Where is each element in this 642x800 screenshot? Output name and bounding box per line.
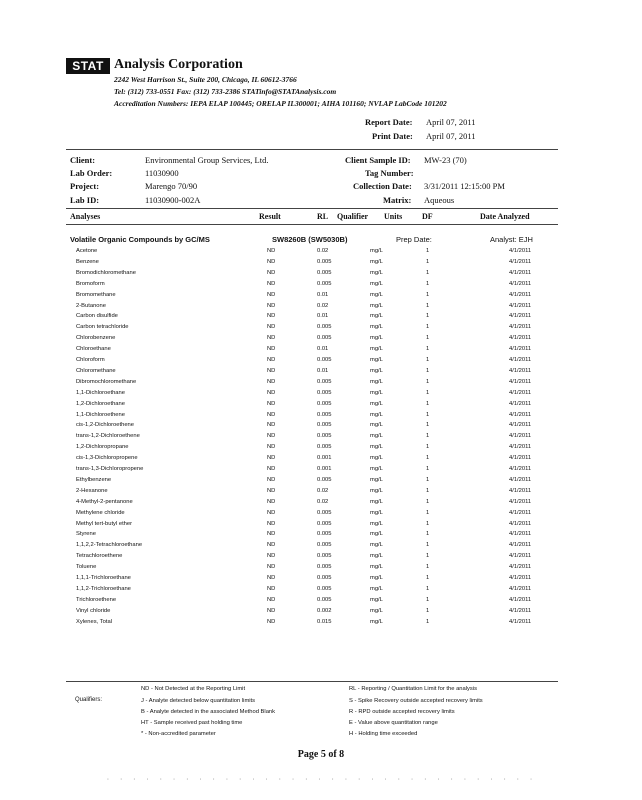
- row-rl: 0.005: [317, 422, 332, 429]
- row-units: mg/L: [370, 313, 383, 320]
- row-units: mg/L: [370, 411, 383, 418]
- row-rl: 0.005: [317, 258, 332, 265]
- row-result: ND: [267, 509, 276, 516]
- row-df: 1: [426, 553, 430, 560]
- legend-left-2: J - Analyte detected below quantitation limits: [141, 698, 256, 704]
- row-units: mg/L: [370, 367, 383, 374]
- row-rl: 0.01: [317, 346, 329, 353]
- stat-logo: STAT: [66, 58, 110, 74]
- row-units: mg/L: [370, 498, 383, 505]
- table-row: [0, 292, 642, 303]
- row-df: 1: [426, 389, 430, 396]
- table-row: [0, 499, 642, 510]
- col-df: DF: [422, 212, 433, 221]
- col-result: Result: [259, 212, 281, 221]
- row-df: 1: [426, 378, 430, 385]
- row-result: ND: [267, 607, 276, 614]
- row-analyte: Carbon disulfide: [76, 313, 118, 320]
- row-date: 4/1/2011: [509, 389, 532, 396]
- row-units: mg/L: [370, 564, 383, 571]
- table-row: [0, 619, 642, 630]
- row-units: mg/L: [370, 291, 383, 298]
- row-units: mg/L: [370, 455, 383, 462]
- row-units: mg/L: [370, 389, 383, 396]
- row-result: ND: [267, 269, 276, 276]
- row-units: mg/L: [370, 520, 383, 527]
- row-date: 4/1/2011: [509, 269, 532, 276]
- table-row: [0, 466, 642, 477]
- row-units: mg/L: [370, 575, 383, 581]
- row-analyte: 1,1,2-Trichloroethane: [76, 585, 131, 592]
- row-date: 4/1/2011: [509, 444, 532, 451]
- col-units: Units: [384, 212, 403, 221]
- client-label: Client:: [70, 155, 96, 165]
- row-result: ND: [267, 280, 276, 287]
- row-analyte: Benzene: [76, 258, 99, 265]
- row-rl: 0.005: [317, 269, 332, 276]
- row-result: ND: [267, 564, 276, 571]
- row-date: 4/1/2011: [509, 596, 532, 603]
- row-df: 1: [426, 596, 430, 603]
- row-rl: 0.005: [317, 542, 332, 549]
- row-date: 4/1/2011: [509, 258, 532, 265]
- row-rl: 0.005: [317, 476, 332, 483]
- row-analyte: 1,1,1-Trichloroethane: [76, 575, 131, 581]
- row-rl: 0.015: [317, 618, 332, 625]
- row-df: 1: [426, 509, 430, 516]
- row-units: mg/L: [370, 335, 383, 342]
- legend-right-1: RL - Reporting / Quantitation Limit for the analysis: [349, 686, 478, 692]
- row-date: 4/1/2011: [509, 324, 532, 331]
- row-df: 1: [426, 400, 430, 407]
- print-date-value: April 07, 2011: [426, 131, 476, 141]
- row-df: 1: [426, 411, 430, 418]
- row-analyte: Chloromethane: [76, 367, 116, 374]
- row-result: ND: [267, 389, 276, 396]
- table-row: [0, 553, 642, 564]
- table-row: [0, 477, 642, 488]
- row-date: 4/1/2011: [509, 400, 532, 407]
- table-row: [0, 248, 642, 259]
- row-date: 4/1/2011: [509, 367, 532, 374]
- project-label: Project:: [70, 181, 100, 191]
- row-analyte: Tetrachloroethene: [76, 553, 123, 560]
- row-date: 4/1/2011: [509, 433, 532, 440]
- col-date-analyzed: Date Analyzed: [480, 212, 530, 221]
- row-result: ND: [267, 520, 276, 527]
- row-result: ND: [267, 542, 276, 549]
- row-result: ND: [267, 335, 276, 342]
- row-rl: 0.02: [317, 487, 329, 494]
- row-date: 4/1/2011: [509, 346, 532, 353]
- row-df: 1: [426, 542, 430, 549]
- row-analyte: 1,1,2,2-Tetrachloroethane: [76, 542, 143, 549]
- row-rl: 0.005: [317, 324, 332, 331]
- row-df: 1: [426, 357, 430, 363]
- row-units: mg/L: [370, 357, 383, 363]
- row-analyte: Toluene: [76, 564, 97, 571]
- accreditation-numbers: Accreditation Numbers: IEPA ELAP 100445; ORELAP IL300001; AIHA 101160; NVLAP LabCode 101202: [114, 99, 447, 108]
- table-row: [0, 368, 642, 379]
- row-rl: 0.005: [317, 389, 332, 396]
- row-rl: 0.02: [317, 248, 329, 254]
- client-value: Environmental Group Services, Ltd.: [145, 155, 269, 165]
- row-df: 1: [426, 575, 430, 581]
- row-date: 4/1/2011: [509, 302, 532, 309]
- collection-date-label: Collection Date:: [353, 181, 412, 191]
- qualifiers-label: Qualifiers:: [75, 697, 103, 703]
- table-row: [0, 259, 642, 270]
- row-df: 1: [426, 280, 430, 287]
- row-date: 4/1/2011: [509, 585, 532, 592]
- row-date: 4/1/2011: [509, 357, 532, 363]
- row-analyte: Acetone: [76, 248, 98, 254]
- row-rl: 0.005: [317, 564, 332, 571]
- row-date: 4/1/2011: [509, 498, 532, 505]
- col-qualifier: Qualifier: [337, 212, 369, 221]
- row-analyte: 2-Hexanone: [76, 487, 108, 494]
- row-date: 4/1/2011: [509, 280, 532, 287]
- row-result: ND: [267, 466, 276, 472]
- table-row: [0, 270, 642, 281]
- row-result: ND: [267, 618, 276, 625]
- row-result: ND: [267, 433, 276, 440]
- row-date: 4/1/2011: [509, 313, 532, 320]
- row-units: mg/L: [370, 433, 383, 440]
- company-name: Analysis Corporation: [114, 57, 243, 72]
- legend-right-4: E - Value above quantitation range: [349, 720, 438, 726]
- row-analyte: cis-1,3-Dichloropropene: [76, 455, 138, 462]
- table-row: [0, 521, 642, 532]
- row-analyte: Chloroethane: [76, 346, 111, 353]
- row-analyte: Xylenes, Total: [76, 618, 112, 625]
- row-result: ND: [267, 553, 276, 560]
- row-date: 4/1/2011: [509, 487, 532, 494]
- row-df: 1: [426, 433, 430, 440]
- row-units: mg/L: [370, 553, 383, 560]
- row-units: mg/L: [370, 422, 383, 429]
- table-row: [0, 412, 642, 423]
- company-address: 2242 West Harrison St., Suite 200, Chicago, IL 60612-3766: [114, 75, 297, 84]
- row-result: ND: [267, 291, 276, 298]
- row-analyte: Bromomethane: [76, 291, 116, 298]
- table-row: [0, 597, 642, 608]
- row-df: 1: [426, 367, 430, 374]
- row-df: 1: [426, 346, 430, 353]
- row-units: mg/L: [370, 280, 383, 287]
- report-date-value: April 07, 2011: [426, 117, 476, 127]
- row-analyte: Trichloroethene: [76, 596, 117, 603]
- row-units: mg/L: [370, 346, 383, 353]
- prep-date-label: Prep Date:: [396, 235, 432, 244]
- row-date: 4/1/2011: [509, 542, 532, 549]
- row-units: mg/L: [370, 378, 383, 385]
- row-units: mg/L: [370, 596, 383, 603]
- row-units: mg/L: [370, 444, 383, 451]
- row-analyte: Ethylbenzene: [76, 476, 112, 483]
- row-date: 4/1/2011: [509, 531, 532, 538]
- lab-id-label: Lab ID:: [70, 195, 100, 205]
- row-date: 4/1/2011: [509, 378, 532, 385]
- table-row: [0, 346, 642, 357]
- row-result: ND: [267, 411, 276, 418]
- table-row: [0, 575, 642, 586]
- table-row: [0, 586, 642, 597]
- row-result: ND: [267, 531, 276, 538]
- row-df: 1: [426, 291, 430, 298]
- table-row: [0, 335, 642, 346]
- table-row: [0, 401, 642, 412]
- row-df: 1: [426, 269, 430, 276]
- row-rl: 0.005: [317, 280, 332, 287]
- row-rl: 0.005: [317, 433, 332, 440]
- row-date: 4/1/2011: [509, 509, 532, 516]
- row-df: 1: [426, 313, 430, 320]
- row-analyte: Vinyl chloride: [76, 607, 111, 614]
- row-units: mg/L: [370, 269, 383, 276]
- row-analyte: 1,1-Dichloroethane: [76, 389, 125, 396]
- row-df: 1: [426, 258, 430, 265]
- row-df: 1: [426, 455, 430, 462]
- report-date-label: Report Date:: [365, 117, 413, 127]
- col-analyses: Analyses: [70, 212, 101, 221]
- row-date: 4/1/2011: [509, 618, 532, 625]
- row-date: 4/1/2011: [509, 575, 532, 581]
- matrix-label: Matrix:: [383, 195, 412, 205]
- row-result: ND: [267, 575, 276, 581]
- row-result: ND: [267, 357, 276, 363]
- legend-right-2: S - Spike Recovery outside accepted recovery limits: [349, 698, 483, 704]
- row-units: mg/L: [370, 618, 383, 625]
- row-units: mg/L: [370, 324, 383, 331]
- table-row: [0, 313, 642, 324]
- row-rl: 0.02: [317, 302, 329, 309]
- row-rl: 0.002: [317, 607, 332, 614]
- print-date-label: Print Date:: [372, 131, 413, 141]
- row-df: 1: [426, 302, 430, 309]
- row-df: 1: [426, 476, 430, 483]
- legend-divider: [66, 681, 558, 682]
- legend-left-4: HT - Sample received past holding time: [141, 720, 243, 726]
- row-rl: 0.005: [317, 400, 332, 407]
- tag-number-label: Tag Number:: [365, 168, 414, 178]
- row-date: 4/1/2011: [509, 466, 532, 472]
- row-rl: 0.01: [317, 291, 329, 298]
- row-rl: 0.001: [317, 466, 332, 472]
- row-rl: 0.01: [317, 367, 329, 374]
- row-analyte: trans-1,3-Dichloropropene: [76, 466, 144, 472]
- row-result: ND: [267, 313, 276, 320]
- row-date: 4/1/2011: [509, 248, 532, 254]
- table-row: [0, 422, 642, 433]
- row-date: 4/1/2011: [509, 455, 532, 462]
- row-analyte: Methyl tert-butyl ether: [76, 520, 133, 527]
- page-number: Page 5 of 8: [297, 749, 345, 760]
- row-df: 1: [426, 564, 430, 571]
- table-row: [0, 390, 642, 401]
- row-units: mg/L: [370, 607, 383, 614]
- row-result: ND: [267, 422, 276, 429]
- row-df: 1: [426, 335, 430, 342]
- client-sample-id-label: Client Sample ID:: [345, 155, 411, 165]
- row-analyte: Methylene chloride: [76, 509, 125, 516]
- header-divider: [66, 149, 558, 150]
- row-result: ND: [267, 400, 276, 407]
- row-result: ND: [267, 346, 276, 353]
- col-rl: RL: [317, 212, 329, 221]
- row-result: ND: [267, 378, 276, 385]
- row-date: 4/1/2011: [509, 520, 532, 527]
- row-date: 4/1/2011: [509, 564, 532, 571]
- legend-left-5: * - Non-accredited parameter: [141, 731, 216, 737]
- section-title: Volatile Organic Compounds by GC/MS: [70, 235, 210, 244]
- row-analyte: cis-1,2-Dichloroethene: [76, 422, 134, 429]
- row-result: ND: [267, 367, 276, 374]
- client-sample-id-value: MW-23 (70): [424, 155, 467, 165]
- legend-left-1: ND - Not Detected at the Reporting Limit: [141, 686, 246, 692]
- row-rl: 0.005: [317, 509, 332, 516]
- row-result: ND: [267, 455, 276, 462]
- scan-edge-dots: · · · · · · · · · · · · · · · · · · · · · · · · · · · · · · · · ·: [106, 776, 536, 783]
- row-result: ND: [267, 476, 276, 483]
- row-result: ND: [267, 498, 276, 505]
- row-units: mg/L: [370, 476, 383, 483]
- row-df: 1: [426, 618, 430, 625]
- row-df: 1: [426, 422, 430, 429]
- row-rl: 0.005: [317, 444, 332, 451]
- column-header-divider: [66, 224, 558, 225]
- row-units: mg/L: [370, 585, 383, 592]
- row-analyte: 4-Methyl-2-pentanone: [76, 498, 133, 505]
- table-row: [0, 455, 642, 466]
- table-row: [0, 303, 642, 314]
- row-units: mg/L: [370, 509, 383, 516]
- row-rl: 0.005: [317, 585, 332, 592]
- row-df: 1: [426, 324, 430, 331]
- row-rl: 0.005: [317, 531, 332, 538]
- row-units: mg/L: [370, 531, 383, 538]
- table-row: [0, 510, 642, 521]
- row-date: 4/1/2011: [509, 476, 532, 483]
- row-analyte: Bromodichloromethane: [76, 269, 136, 276]
- row-result: ND: [267, 444, 276, 451]
- row-rl: 0.005: [317, 411, 332, 418]
- table-row: [0, 324, 642, 335]
- row-analyte: 2-Butanone: [76, 302, 106, 309]
- row-result: ND: [267, 585, 276, 592]
- row-units: mg/L: [370, 400, 383, 407]
- row-analyte: Dibromochloromethane: [76, 378, 137, 385]
- lab-order-value: 11030900: [145, 168, 179, 178]
- row-analyte: 1,1-Dichloroethene: [76, 411, 125, 418]
- row-df: 1: [426, 487, 430, 494]
- project-value: Marengo 70/90: [145, 181, 198, 191]
- row-rl: 0.005: [317, 335, 332, 342]
- row-df: 1: [426, 585, 430, 592]
- row-units: mg/L: [370, 466, 383, 472]
- row-date: 4/1/2011: [509, 411, 532, 418]
- row-analyte: 1,2-Dichloroethane: [76, 400, 125, 407]
- row-result: ND: [267, 248, 276, 254]
- row-rl: 0.001: [317, 455, 332, 462]
- lab-order-label: Lab Order:: [70, 168, 113, 178]
- company-contact: Tel: (312) 733-0551 Fax: (312) 733-2386 STATinfo@STATAnalysis.com: [114, 87, 337, 96]
- row-df: 1: [426, 531, 430, 538]
- row-rl: 0.005: [317, 575, 332, 581]
- analyst-label: Analyst: EJH: [490, 235, 533, 244]
- table-row: [0, 488, 642, 499]
- row-units: mg/L: [370, 487, 383, 494]
- row-date: 4/1/2011: [509, 553, 532, 560]
- row-result: ND: [267, 596, 276, 603]
- table-row: [0, 281, 642, 292]
- row-rl: 0.02: [317, 498, 329, 505]
- collection-date-value: 3/31/2011 12:15:00 PM: [424, 181, 505, 191]
- table-row: [0, 531, 642, 542]
- row-units: mg/L: [370, 258, 383, 265]
- info-divider: [66, 208, 558, 209]
- table-row: [0, 564, 642, 575]
- row-units: mg/L: [370, 542, 383, 549]
- row-analyte: Bromoform: [76, 280, 105, 287]
- row-result: ND: [267, 302, 276, 309]
- row-date: 4/1/2011: [509, 607, 532, 614]
- row-analyte: trans-1,2-Dichloroethene: [76, 433, 140, 440]
- row-result: ND: [267, 258, 276, 265]
- table-row: [0, 379, 642, 390]
- row-rl: 0.005: [317, 357, 332, 363]
- row-rl: 0.005: [317, 378, 332, 385]
- legend-right-5: H - Holding time exceeded: [349, 731, 418, 737]
- row-rl: 0.01: [317, 313, 329, 320]
- table-row: [0, 357, 642, 368]
- section-method: SW8260B (SW5030B): [272, 235, 348, 244]
- legend-left-3: B - Analyte detected in the associated Method Blank: [141, 709, 276, 715]
- row-date: 4/1/2011: [509, 291, 532, 298]
- table-row: [0, 444, 642, 455]
- matrix-value: Aqueous: [424, 195, 455, 205]
- row-analyte: Carbon tetrachloride: [76, 324, 129, 331]
- row-df: 1: [426, 607, 430, 614]
- row-date: 4/1/2011: [509, 422, 532, 429]
- row-result: ND: [267, 324, 276, 331]
- row-df: 1: [426, 466, 430, 472]
- row-rl: 0.005: [317, 596, 332, 603]
- row-units: mg/L: [370, 302, 383, 309]
- row-rl: 0.005: [317, 553, 332, 560]
- row-date: 4/1/2011: [509, 335, 532, 342]
- row-rl: 0.005: [317, 520, 332, 527]
- table-row: [0, 542, 642, 553]
- lab-id-value: 11030900-002A: [145, 195, 201, 205]
- row-df: 1: [426, 498, 430, 505]
- row-result: ND: [267, 487, 276, 494]
- row-analyte: Chlorobenzene: [76, 335, 116, 342]
- row-df: 1: [426, 444, 430, 451]
- row-df: 1: [426, 248, 430, 254]
- row-analyte: Styrene: [76, 531, 96, 538]
- row-df: 1: [426, 520, 430, 527]
- row-analyte: 1,2-Dichloropropane: [76, 444, 129, 451]
- row-analyte: Chloroform: [76, 357, 105, 363]
- table-row: [0, 433, 642, 444]
- row-units: mg/L: [370, 248, 383, 254]
- legend-right-3: R - RPD outside accepted recovery limits: [349, 709, 455, 715]
- table-row: [0, 608, 642, 619]
